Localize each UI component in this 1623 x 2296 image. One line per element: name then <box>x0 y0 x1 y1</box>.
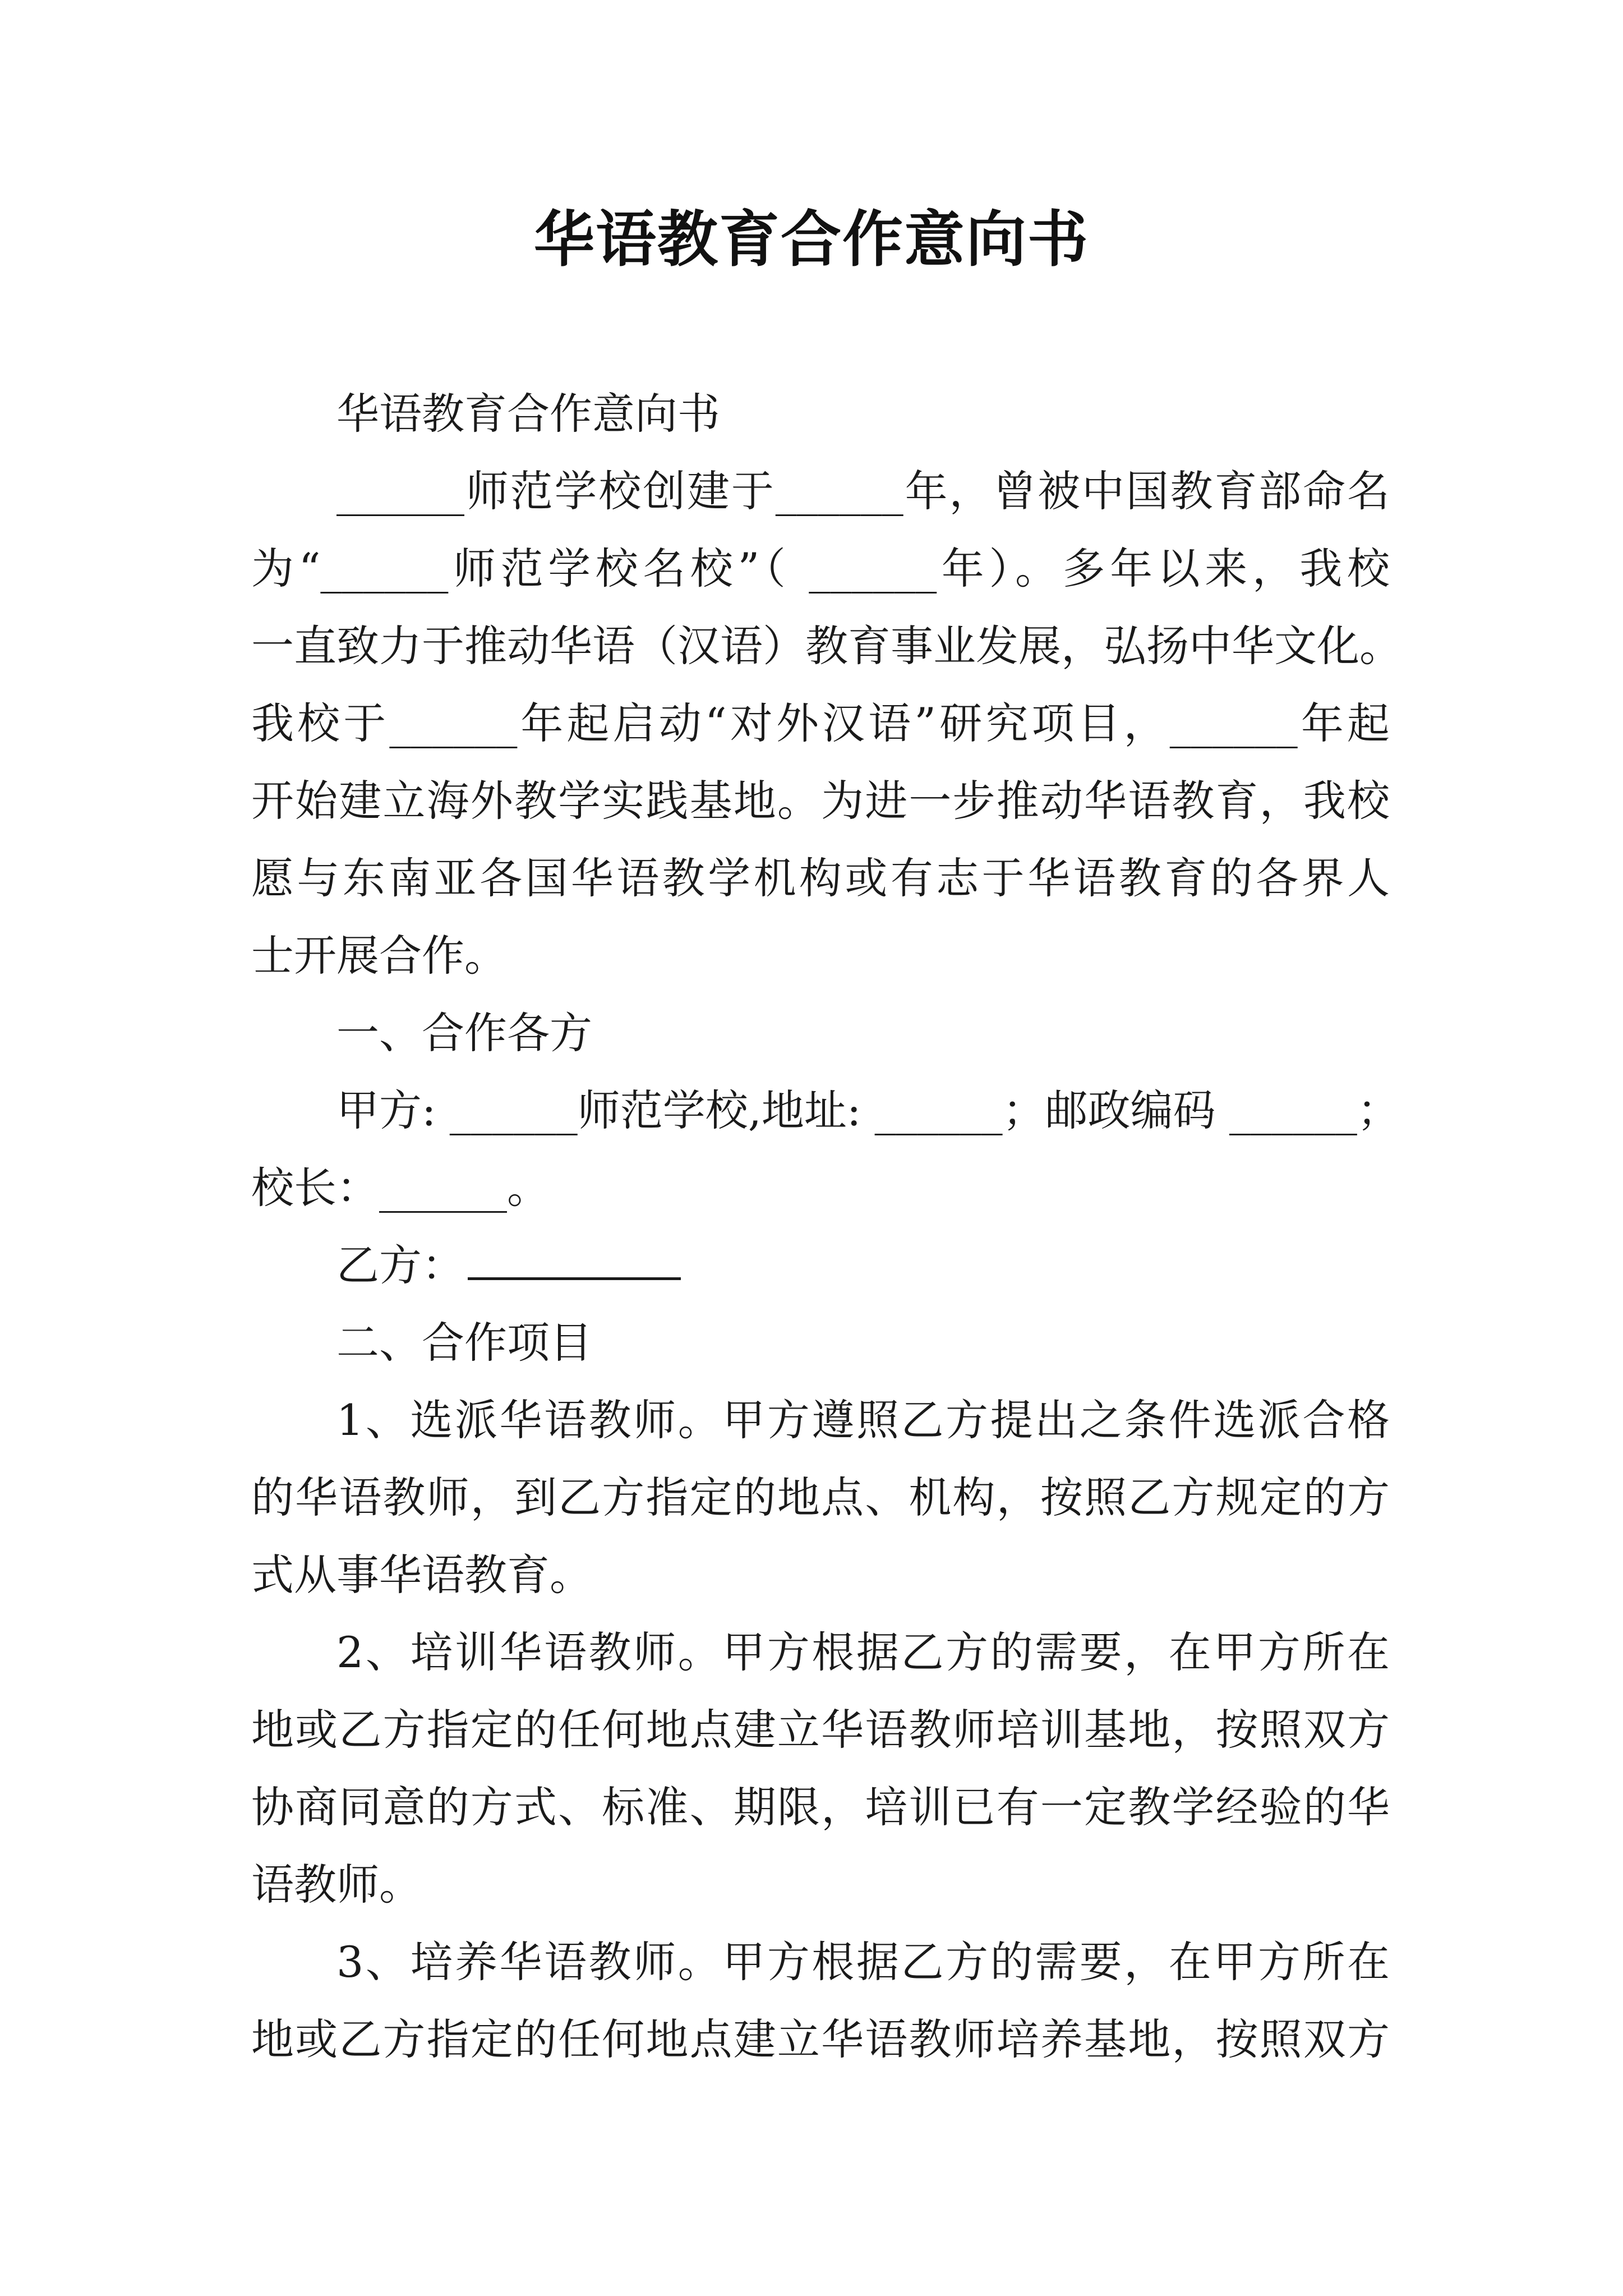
body-line-5: 开始建立海外教学实践基地。为进一步推动华语教育，我校 <box>251 776 1390 826</box>
body-line-6: 愿与东南亚各国华语教学机构或有志于华语教育的各界人 <box>251 853 1390 903</box>
subtitle-line: 华语教育合作意向书 <box>336 389 720 439</box>
party-b-line <box>336 1226 1390 1305</box>
principal-line: 校长：______。 <box>251 1163 550 1213</box>
item-1-line-1: 1、选派华语教师。甲方遵照乙方提出之条件选派合格 <box>336 1395 1390 1445</box>
party-b-blank <box>468 1274 681 1280</box>
body-line-2: 为“______师范学校名校”（ ______年）。多年以来，我校 <box>251 544 1390 593</box>
body-line-7: 士开展合作。 <box>251 931 507 981</box>
item-2-line-4: 语教师。 <box>251 1860 422 1910</box>
section-heading-projects: 二、合作项目 <box>336 1318 592 1368</box>
section-heading-parties: 一、合作各方 <box>336 1008 592 1058</box>
item-2-line-1: 2、培训华语教师。甲方根据乙方的需要，在甲方所在 <box>336 1627 1390 1677</box>
item-3-line-2: 地或乙方指定的任何地点建立华语教师培养基地，按照双方 <box>251 2014 1390 2064</box>
item-1-line-2: 的华语教师，到乙方指定的地点、机构，按照乙方规定的方 <box>251 1473 1390 1522</box>
party-b-label: 乙方： <box>336 1240 464 1290</box>
item-3-line-1: 3、培养华语教师。甲方根据乙方的需要，在甲方所在 <box>336 1937 1390 1987</box>
item-2-line-3: 协商同意的方式、标准、期限，培训已有一定教学经验的华 <box>251 1782 1390 1832</box>
document-title: 华语教育合作意向书 <box>533 204 1089 275</box>
body-line-3: 一直致力于推动华语（汉语）教育事业发展，弘扬中华文化。 <box>251 621 1402 671</box>
body-line-4: 我校于______年起启动“对外汉语”研究项目，______年起 <box>251 698 1390 748</box>
party-a-line: 甲方: ______师范学校,地址: ______；邮政编码 ______； <box>336 1085 1400 1135</box>
body-line-1: ______师范学校创建于______年，曾被中国教育部命名 <box>336 466 1390 516</box>
item-2-line-2: 地或乙方指定的任何地点建立华语教师培训基地，按照双方 <box>251 1705 1390 1755</box>
item-1-line-3: 式从事华语教育。 <box>251 1550 592 1600</box>
